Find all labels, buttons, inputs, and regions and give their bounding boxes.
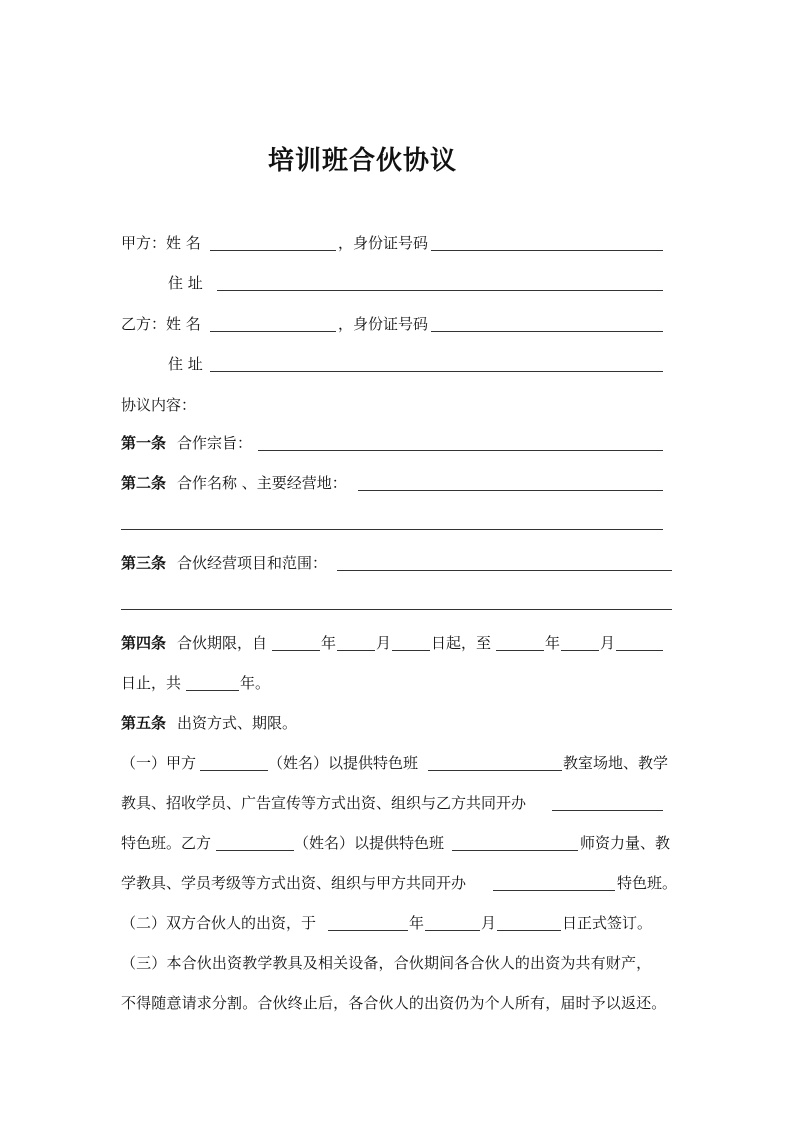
- para-1-class-blank-2[interactable]: [552, 810, 663, 811]
- para-1-class-blank-4[interactable]: [493, 890, 615, 891]
- party-b-address-blank[interactable]: [210, 371, 663, 372]
- article-2-row: [0, 472, 793, 494]
- article-4-day-label: 日起，至: [431, 634, 492, 652]
- para-1-party-a-name-blank[interactable]: [200, 770, 268, 771]
- party-a-address-label: 住 址: [168, 274, 203, 292]
- article-5-row: [0, 712, 793, 734]
- para-2-year-label: 年: [409, 914, 425, 932]
- party-a-name-blank[interactable]: [210, 250, 336, 251]
- article-2-blank-line-2[interactable]: [121, 529, 663, 530]
- article-4-end-label: 日止，共: [121, 674, 182, 692]
- para-3-b: 不得随意请求分割。合伙终止后，各合伙人的出资仍为个人所有，届时予以返还。: [121, 994, 667, 1012]
- para-1-party-b-name-blank[interactable]: [216, 850, 294, 851]
- article-4-month-label: 月: [376, 634, 392, 652]
- article-2-text: 合作名称 、主要经营地：: [177, 474, 347, 492]
- para-1-e: 特色班。乙方: [121, 834, 212, 852]
- para-2-month-label: 月: [481, 914, 497, 932]
- party-a-name-label: 甲方：姓 名: [121, 234, 201, 252]
- party-b-name-row: [0, 313, 793, 335]
- para-1-f: （姓名）以提供特色班: [294, 834, 445, 852]
- para-2-year-blank[interactable]: [328, 930, 408, 931]
- para-1-b: （姓名）以提供特色班: [268, 754, 419, 772]
- content-label: 协议内容：: [121, 396, 197, 414]
- party-b-id-blank[interactable]: [431, 331, 663, 332]
- article-5-text: 出资方式、期限。: [177, 714, 298, 732]
- article-4-heading: 第四条: [121, 634, 167, 652]
- article-3-blank-line-2[interactable]: [121, 609, 672, 610]
- document-title: 培训班合伙协议: [268, 146, 458, 176]
- article-1-row: [0, 432, 793, 454]
- article-4-year-label: 年: [321, 634, 337, 652]
- para-2-a: （二）双方合伙人的出资，于: [121, 914, 317, 932]
- para-1-row-1: [0, 752, 793, 774]
- article-4-end-day-blank[interactable]: [616, 650, 663, 651]
- article-3-blank[interactable]: [337, 570, 672, 571]
- para-2-day-blank[interactable]: [497, 930, 561, 931]
- article-4-text: 合伙期限，自: [177, 634, 268, 652]
- para-1-row-4: [0, 872, 793, 894]
- article-4-total-years-blank[interactable]: [186, 690, 239, 691]
- article-1-text: 合作宗旨：: [177, 434, 253, 452]
- para-1-c: 教室场地、教学: [563, 754, 669, 772]
- para-2-d: 日正式签订。: [562, 914, 653, 932]
- article-4-end-month-blank[interactable]: [561, 650, 599, 651]
- para-1-class-blank[interactable]: [428, 770, 562, 771]
- article-3-row: [0, 552, 793, 574]
- article-1-heading: 第一条: [121, 434, 167, 452]
- content-label-row: [0, 394, 793, 416]
- para-3-a: （三）本合伙出资教学教具及相关设备，合伙期间各合伙人的出资为共有财产，: [121, 954, 652, 972]
- article-4-years-label: 年。: [240, 674, 271, 692]
- article-4-row-2: [0, 672, 793, 694]
- para-1-row-2: [0, 792, 793, 814]
- party-a-address-row: [0, 272, 793, 294]
- para-3-row-1: [0, 952, 793, 974]
- party-b-name-label: 乙方：姓 名: [121, 315, 201, 333]
- para-1-class-blank-3[interactable]: [452, 850, 578, 851]
- party-a-id-blank[interactable]: [431, 250, 663, 251]
- party-b-name-blank[interactable]: [210, 331, 336, 332]
- article-4-month2-label: 月: [600, 634, 616, 652]
- party-a-id-label: ，身份证号码: [338, 234, 429, 252]
- party-b-address-label: 住 址: [168, 355, 203, 373]
- para-1-a: （一）甲方: [121, 754, 197, 772]
- article-4-end-year-blank[interactable]: [496, 650, 544, 651]
- para-3-row-2: [0, 992, 793, 1014]
- article-2-heading: 第二条: [121, 474, 167, 492]
- para-1-i: 特色班。: [617, 874, 678, 892]
- para-2-month-blank[interactable]: [425, 930, 480, 931]
- para-1-g: 师资力量、教: [580, 834, 671, 852]
- party-a-address-blank[interactable]: [217, 290, 663, 291]
- para-2-row: [0, 912, 793, 934]
- para-1-row-3: [0, 832, 793, 854]
- article-4-start-year-blank[interactable]: [272, 650, 320, 651]
- article-3-text: 合伙经营项目和范围：: [177, 554, 328, 572]
- article-4-start-day-blank[interactable]: [392, 650, 430, 651]
- article-4-year2-label: 年: [545, 634, 561, 652]
- article-1-blank[interactable]: [258, 450, 663, 451]
- party-b-address-row: [0, 353, 793, 375]
- article-4-row: [0, 632, 793, 654]
- para-1-d: 教具、招收学员、广告宣传等方式出资、组织与乙方共同开办: [121, 794, 527, 812]
- article-4-start-month-blank[interactable]: [337, 650, 375, 651]
- article-3-heading: 第三条: [121, 554, 167, 572]
- party-b-id-label: ，身份证号码: [338, 315, 429, 333]
- para-1-h: 学教具、学员考级等方式出资、组织与甲方共同开办: [121, 874, 467, 892]
- article-5-heading: 第五条: [121, 714, 167, 732]
- article-2-blank[interactable]: [358, 490, 663, 491]
- party-a-name-row: [0, 232, 793, 254]
